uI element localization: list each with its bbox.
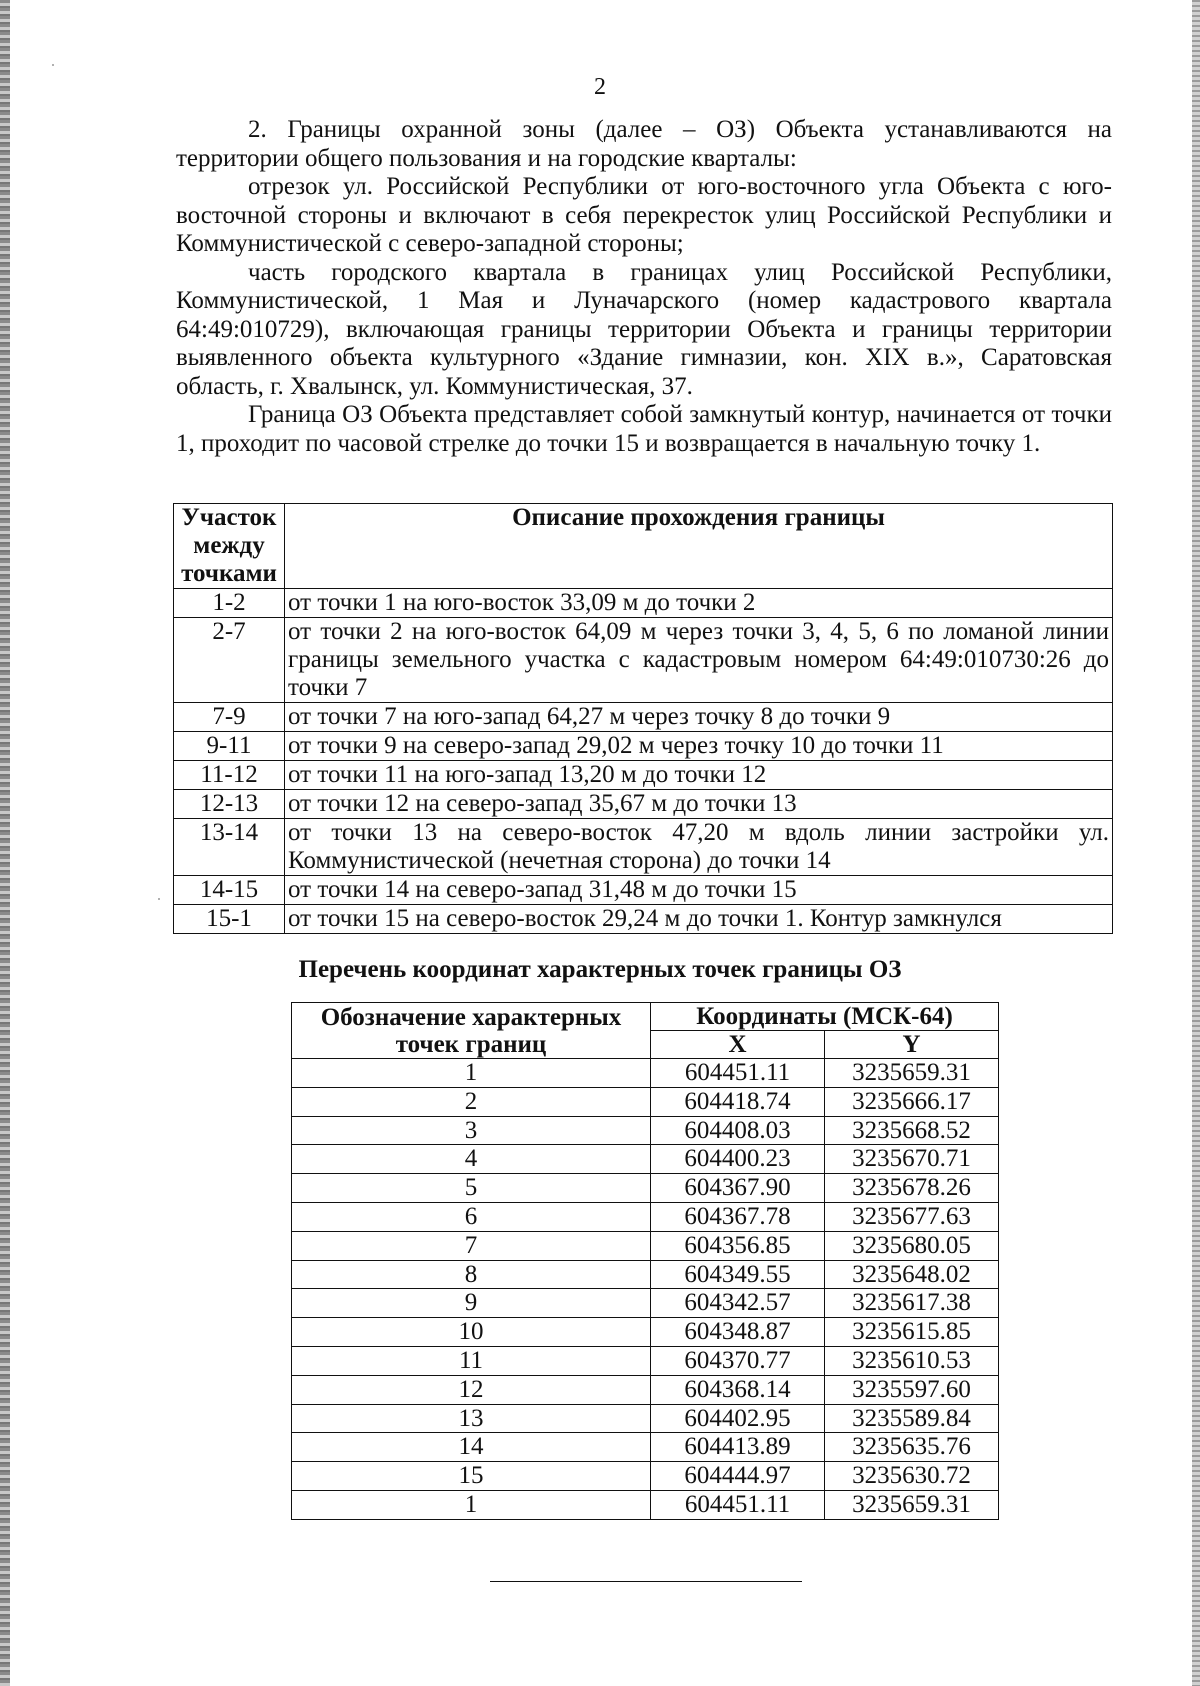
segment-cell: 9-11 — [174, 732, 285, 761]
footer-divider — [490, 1581, 802, 1582]
description-cell: от точки 7 на юго-запад 64,27 м через точку 8 до точки 9 — [285, 703, 1113, 732]
point-cell: 7 — [292, 1231, 651, 1260]
table-row — [174, 761, 1113, 790]
point-cell: 1 — [292, 1059, 651, 1088]
body-text — [176, 116, 1112, 458]
point-cell: 15 — [292, 1462, 651, 1491]
boundary-table — [173, 503, 1113, 934]
segment-cell: 13-14 — [174, 819, 285, 876]
point-cell: 4 — [292, 1145, 651, 1174]
point-cell: 5 — [292, 1174, 651, 1203]
x-cell: 604418.74 — [651, 1087, 825, 1116]
paragraph: отрезок ул. Российской Республики от юго-восточного угла Объекта с юго-восточной стороны и включают в себя перекресток улиц Российской Республики и Коммунистической с северо-западной стороны; — [176, 173, 1112, 257]
description-cell: от точки 13 на северо-восток 47,20 м вдоль линии застройки ул. Коммунистической (нечетная сторона) до точки 14 — [285, 819, 1113, 876]
header-description: Описание прохождения границы — [285, 504, 1113, 589]
x-cell: 604400.23 — [651, 1145, 825, 1174]
point-cell: 2 — [292, 1087, 651, 1116]
table-row — [292, 1260, 999, 1289]
point-cell: 10 — [292, 1318, 651, 1347]
x-cell: 604402.95 — [651, 1404, 825, 1433]
segment-cell: 15-1 — [174, 905, 285, 934]
segment-cell: 11-12 — [174, 761, 285, 790]
table-row — [292, 1231, 999, 1260]
table-row — [174, 618, 1113, 703]
table-row — [292, 1174, 999, 1203]
segment-cell: 2-7 — [174, 618, 285, 703]
paragraph: 2. Границы охранной зоны (далее – ОЗ) Объекта устанавливаются на территории общего пользования и на городские кварталы: — [176, 116, 1112, 172]
table-row — [174, 703, 1113, 732]
point-cell: 9 — [292, 1289, 651, 1318]
table-row — [292, 1289, 999, 1318]
scan-edge-left — [0, 0, 10, 1686]
description-cell: от точки 9 на северо-запад 29,02 м через точку 10 до точки 11 — [285, 732, 1113, 761]
table-row — [292, 1490, 999, 1519]
description-cell: от точки 12 на северо-запад 35,67 м до точки 13 — [285, 790, 1113, 819]
table-row — [174, 905, 1113, 934]
scan-edge-right — [1192, 0, 1200, 1686]
y-cell: 3235610.53 — [825, 1346, 999, 1375]
y-cell: 3235677.63 — [825, 1202, 999, 1231]
y-cell: 3235630.72 — [825, 1462, 999, 1491]
y-cell: 3235635.76 — [825, 1433, 999, 1462]
point-cell: 6 — [292, 1202, 651, 1231]
y-cell: 3235680.05 — [825, 1231, 999, 1260]
table-row — [292, 1145, 999, 1174]
table-row — [174, 819, 1113, 876]
table-row — [292, 1346, 999, 1375]
y-cell: 3235659.31 — [825, 1059, 999, 1088]
header-y: Y — [825, 1031, 999, 1059]
x-cell: 604342.57 — [651, 1289, 825, 1318]
x-cell: 604370.77 — [651, 1346, 825, 1375]
y-cell: 3235597.60 — [825, 1375, 999, 1404]
header-point: Обозначение характерных точек границ — [292, 1003, 651, 1059]
header-x: X — [651, 1031, 825, 1059]
x-cell: 604451.11 — [651, 1059, 825, 1088]
table-row — [292, 1375, 999, 1404]
table-row — [292, 1318, 999, 1347]
x-cell: 604349.55 — [651, 1260, 825, 1289]
y-cell: 3235659.31 — [825, 1490, 999, 1519]
description-cell: от точки 1 на юго-восток 33,09 м до точки 2 — [285, 589, 1113, 618]
table-row — [174, 589, 1113, 618]
table-header-row — [174, 504, 1113, 589]
y-cell: 3235666.17 — [825, 1087, 999, 1116]
x-cell: 604367.90 — [651, 1174, 825, 1203]
table-row — [292, 1462, 999, 1491]
table-row — [292, 1116, 999, 1145]
header-coords: Координаты (МСК-64) — [651, 1003, 999, 1031]
y-cell: 3235668.52 — [825, 1116, 999, 1145]
x-cell: 604451.11 — [651, 1490, 825, 1519]
scan-speck — [158, 898, 160, 900]
table-row — [292, 1404, 999, 1433]
y-cell: 3235648.02 — [825, 1260, 999, 1289]
segment-cell: 1-2 — [174, 589, 285, 618]
x-cell: 604356.85 — [651, 1231, 825, 1260]
point-cell: 3 — [292, 1116, 651, 1145]
table-row — [292, 1202, 999, 1231]
table-row — [174, 790, 1113, 819]
table-header-row — [292, 1003, 999, 1031]
paragraph: часть городского квартала в границах улиц Российской Республики, Коммунистической, 1 Мая и Луначарского (номер кадастрового квартала 64:49:010729), включающая границы территории Объекта и границы территории выявленного объекта культурного «Здание гимназии, кон. XIX в.», Саратовская область, г. Хвалынск, ул. Коммунистическая, 37. — [176, 258, 1112, 400]
segment-cell: 14-15 — [174, 876, 285, 905]
scan-speck — [52, 64, 54, 66]
point-cell: 14 — [292, 1433, 651, 1462]
coordinates-table — [291, 1002, 999, 1520]
point-cell: 1 — [292, 1490, 651, 1519]
description-cell: от точки 11 на юго-запад 13,20 м до точки 12 — [285, 761, 1113, 790]
coords-caption: Перечень координат характерных точек границы ОЗ — [298, 956, 902, 983]
y-cell: 3235670.71 — [825, 1145, 999, 1174]
description-cell: от точки 14 на северо-запад 31,48 м до точки 15 — [285, 876, 1113, 905]
description-cell: от точки 15 на северо-восток 29,24 м до точки 1. Контур замкнулся — [285, 905, 1113, 934]
segment-cell: 12-13 — [174, 790, 285, 819]
y-cell: 3235589.84 — [825, 1404, 999, 1433]
paragraph: Граница ОЗ Объекта представляет собой замкнутый контур, начинается от точки 1, проходит по часовой стрелке до точки 15 и возвращается в начальную точку 1. — [176, 401, 1112, 457]
header-segment: Участок между точками — [174, 504, 285, 589]
table-row — [292, 1059, 999, 1088]
point-cell: 13 — [292, 1404, 651, 1433]
x-cell: 604413.89 — [651, 1433, 825, 1462]
point-cell: 8 — [292, 1260, 651, 1289]
x-cell: 604367.78 — [651, 1202, 825, 1231]
page-number: 2 — [594, 74, 606, 100]
x-cell: 604368.14 — [651, 1375, 825, 1404]
point-cell: 12 — [292, 1375, 651, 1404]
point-cell: 11 — [292, 1346, 651, 1375]
y-cell: 3235678.26 — [825, 1174, 999, 1203]
x-cell: 604444.97 — [651, 1462, 825, 1491]
table-row — [292, 1087, 999, 1116]
table-row — [174, 876, 1113, 905]
description-cell: от точки 2 на юго-восток 64,09 м через точки 3, 4, 5, 6 по ломаной линии границы земельного участка с кадастровым номером 64:49:010730:26 до точки 7 — [285, 618, 1113, 703]
x-cell: 604348.87 — [651, 1318, 825, 1347]
segment-cell: 7-9 — [174, 703, 285, 732]
y-cell: 3235617.38 — [825, 1289, 999, 1318]
table-row — [292, 1433, 999, 1462]
table-row — [174, 732, 1113, 761]
y-cell: 3235615.85 — [825, 1318, 999, 1347]
x-cell: 604408.03 — [651, 1116, 825, 1145]
